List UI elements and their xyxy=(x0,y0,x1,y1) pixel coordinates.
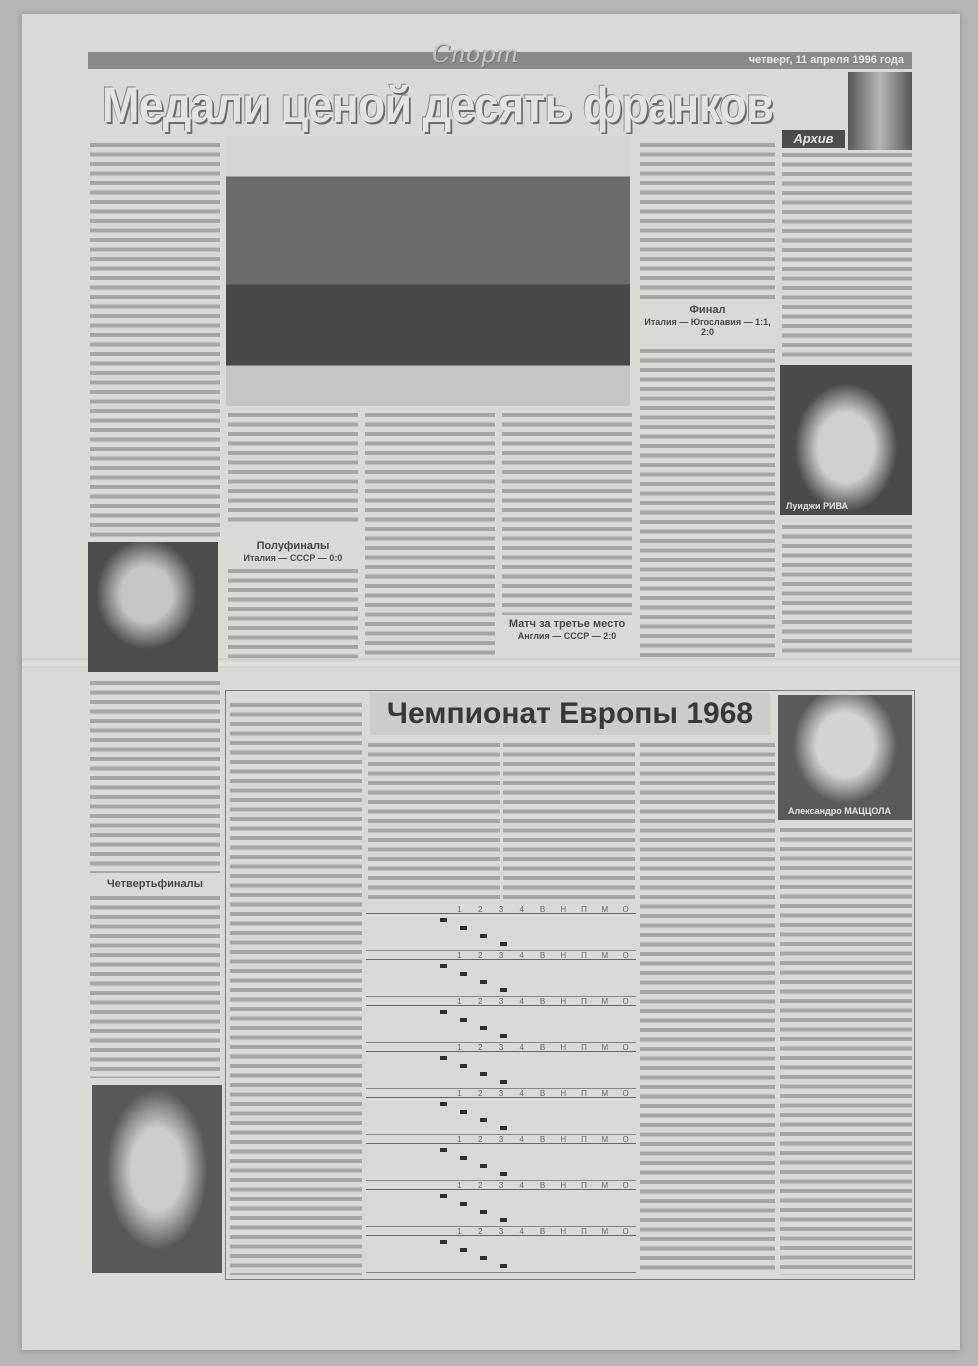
column-header: Н xyxy=(560,1135,567,1144)
section-logo: Спорт xyxy=(432,40,519,68)
group-table xyxy=(366,905,636,951)
column-header: 4 xyxy=(519,1135,524,1144)
final-heading: Финал xyxy=(640,304,775,316)
diagonal-cell xyxy=(440,1010,447,1014)
diagonal-cell xyxy=(500,1126,507,1130)
column-header: 1 xyxy=(457,1227,462,1236)
results-column xyxy=(640,740,775,1275)
article-column xyxy=(365,410,495,658)
diagonal-cell xyxy=(460,1018,467,1022)
article-column xyxy=(228,566,358,658)
column-header: 3 xyxy=(498,1181,504,1190)
column-header: П xyxy=(581,1181,587,1190)
diagonal-cell xyxy=(480,1210,487,1214)
column-header: 4 xyxy=(519,951,524,960)
column-header: В xyxy=(539,951,546,960)
column-header: 3 xyxy=(498,1043,504,1052)
diagonal-cell xyxy=(500,1080,507,1084)
mazzola-photo xyxy=(778,695,912,820)
group-table xyxy=(366,1227,636,1273)
results-title: Чемпионат Европы 1968 xyxy=(370,693,770,735)
diagonal-cell xyxy=(460,1110,467,1114)
column-header: О xyxy=(622,997,629,1006)
archive-badge: Архив xyxy=(782,130,845,148)
diagonal-cell xyxy=(460,1248,467,1252)
riva-photo xyxy=(780,365,912,515)
column-header: В xyxy=(539,1227,546,1236)
diagonal-cell xyxy=(440,1240,447,1244)
issue-date: четверг, 11 апреля 1996 года xyxy=(748,54,904,66)
column-header: 2 xyxy=(478,951,483,960)
group-table xyxy=(366,997,636,1043)
article-column xyxy=(782,150,912,360)
player-photo xyxy=(92,1085,222,1273)
column-header: 1 xyxy=(457,1135,462,1144)
column-header: 3 xyxy=(498,1135,504,1144)
column-header: В xyxy=(539,1135,546,1144)
column-header: Н xyxy=(560,1043,567,1052)
column-header: Н xyxy=(560,1089,567,1098)
team-photo xyxy=(226,136,630,406)
mazzola-caption: Александро МАЦЦОЛА xyxy=(788,806,891,816)
column-header: М xyxy=(601,997,609,1006)
quarters-heading: Четвертьфиналы xyxy=(90,878,220,890)
column-header: 3 xyxy=(498,1227,504,1236)
column-header: 4 xyxy=(519,1181,524,1190)
column-header: 3 xyxy=(498,951,504,960)
diagonal-cell xyxy=(440,1148,447,1152)
article-column xyxy=(640,346,775,658)
results-column xyxy=(503,740,635,900)
column-header: 1 xyxy=(457,951,462,960)
column-header: П xyxy=(581,1089,587,1098)
column-header: 2 xyxy=(478,1227,483,1236)
final-score: Италия — Югославия — 1:1, 2:0 xyxy=(640,317,775,337)
column-header: О xyxy=(622,1181,629,1190)
column-header: Н xyxy=(560,905,567,914)
column-header: П xyxy=(581,951,587,960)
diagonal-cell xyxy=(440,1194,447,1198)
diagonal-cell xyxy=(500,1034,507,1038)
standings-table xyxy=(366,905,636,1273)
diagonal-cell xyxy=(480,1164,487,1168)
column-header: Н xyxy=(560,1181,567,1190)
column-header: П xyxy=(581,1135,587,1144)
column-header: П xyxy=(581,905,587,914)
column-header: 2 xyxy=(478,1181,483,1190)
diagonal-cell xyxy=(460,1156,467,1160)
column-header: 3 xyxy=(498,1089,504,1098)
diagonal-cell xyxy=(480,1026,487,1030)
article-column xyxy=(502,410,632,615)
diagonal-cell xyxy=(500,1172,507,1176)
column-header: 2 xyxy=(478,905,483,914)
semis-score: Италия — СССР — 0:0 xyxy=(228,553,358,563)
column-header: 4 xyxy=(519,1227,524,1236)
column-header: М xyxy=(601,905,609,914)
column-header: 2 xyxy=(478,1135,483,1144)
diagonal-cell xyxy=(440,1102,447,1106)
diagonal-cell xyxy=(480,980,487,984)
group-table xyxy=(366,1181,636,1227)
column-header: В xyxy=(539,1089,546,1098)
group-table xyxy=(366,1135,636,1181)
article-column xyxy=(640,140,775,300)
article-column xyxy=(90,893,220,1078)
column-header: 4 xyxy=(519,905,524,914)
diagonal-cell xyxy=(440,918,447,922)
column-header: М xyxy=(601,1227,609,1236)
column-header: М xyxy=(601,951,609,960)
riva-caption: Луиджи РИВА xyxy=(786,501,849,511)
diagonal-cell xyxy=(440,964,447,968)
article-column xyxy=(90,678,220,873)
diagonal-cell xyxy=(480,1072,487,1076)
column-header: П xyxy=(581,997,587,1006)
column-header: В xyxy=(539,905,546,914)
article-column xyxy=(90,140,220,538)
diagonal-cell xyxy=(460,972,467,976)
diagonal-cell xyxy=(460,1202,467,1206)
column-header: В xyxy=(539,1181,546,1190)
column-header: В xyxy=(539,1043,546,1052)
goalkeeper-photo xyxy=(88,542,218,672)
diagonal-cell xyxy=(460,1064,467,1068)
column-header: П xyxy=(581,1043,587,1052)
diagonal-cell xyxy=(500,942,507,946)
column-header: О xyxy=(622,951,629,960)
column-header: 1 xyxy=(457,997,462,1006)
semis-heading: Полуфиналы xyxy=(228,540,358,552)
column-header: В xyxy=(539,997,546,1006)
diagonal-cell xyxy=(480,934,487,938)
column-header: М xyxy=(601,1181,609,1190)
diagonal-cell xyxy=(480,1256,487,1260)
diagonal-cell xyxy=(440,1056,447,1060)
third-place-score: Англия — СССР — 2:0 xyxy=(502,631,632,641)
column-header: 4 xyxy=(519,997,524,1006)
group-table xyxy=(366,951,636,997)
column-header: М xyxy=(601,1089,609,1098)
column-header: 1 xyxy=(457,1181,462,1190)
column-header: О xyxy=(622,905,629,914)
column-header: Н xyxy=(560,1227,567,1236)
article-column xyxy=(782,522,912,658)
column-header: М xyxy=(601,1135,609,1144)
column-header: О xyxy=(622,1227,629,1236)
column-header: Н xyxy=(560,951,567,960)
results-column xyxy=(230,700,362,1275)
diagonal-cell xyxy=(460,926,467,930)
column-header: О xyxy=(622,1089,629,1098)
column-header: 2 xyxy=(478,1089,483,1098)
column-header: О xyxy=(622,1135,629,1144)
column-header: 3 xyxy=(498,997,504,1006)
column-header: 1 xyxy=(457,1043,462,1052)
column-header: П xyxy=(581,1227,587,1236)
results-column xyxy=(780,825,912,1275)
column-header: 1 xyxy=(457,1089,462,1098)
group-table xyxy=(366,1043,636,1089)
column-header: 2 xyxy=(478,1043,483,1052)
column-header: 1 xyxy=(457,905,462,914)
column-header: Н xyxy=(560,997,567,1006)
column-header: 4 xyxy=(519,1043,524,1052)
article-column xyxy=(228,410,358,525)
column-header: М xyxy=(601,1043,609,1052)
column-header: О xyxy=(622,1043,629,1052)
diagonal-cell xyxy=(500,988,507,992)
column-header: 3 xyxy=(498,905,504,914)
group-table xyxy=(366,1089,636,1135)
column-header: 4 xyxy=(519,1089,524,1098)
diagonal-cell xyxy=(480,1118,487,1122)
headline: Медали ценой десять франков xyxy=(102,77,773,133)
diagonal-cell xyxy=(500,1218,507,1222)
third-place-heading: Матч за третье место xyxy=(502,618,632,630)
diagonal-cell xyxy=(500,1264,507,1268)
column-header: 2 xyxy=(478,997,483,1006)
results-column xyxy=(368,740,500,900)
